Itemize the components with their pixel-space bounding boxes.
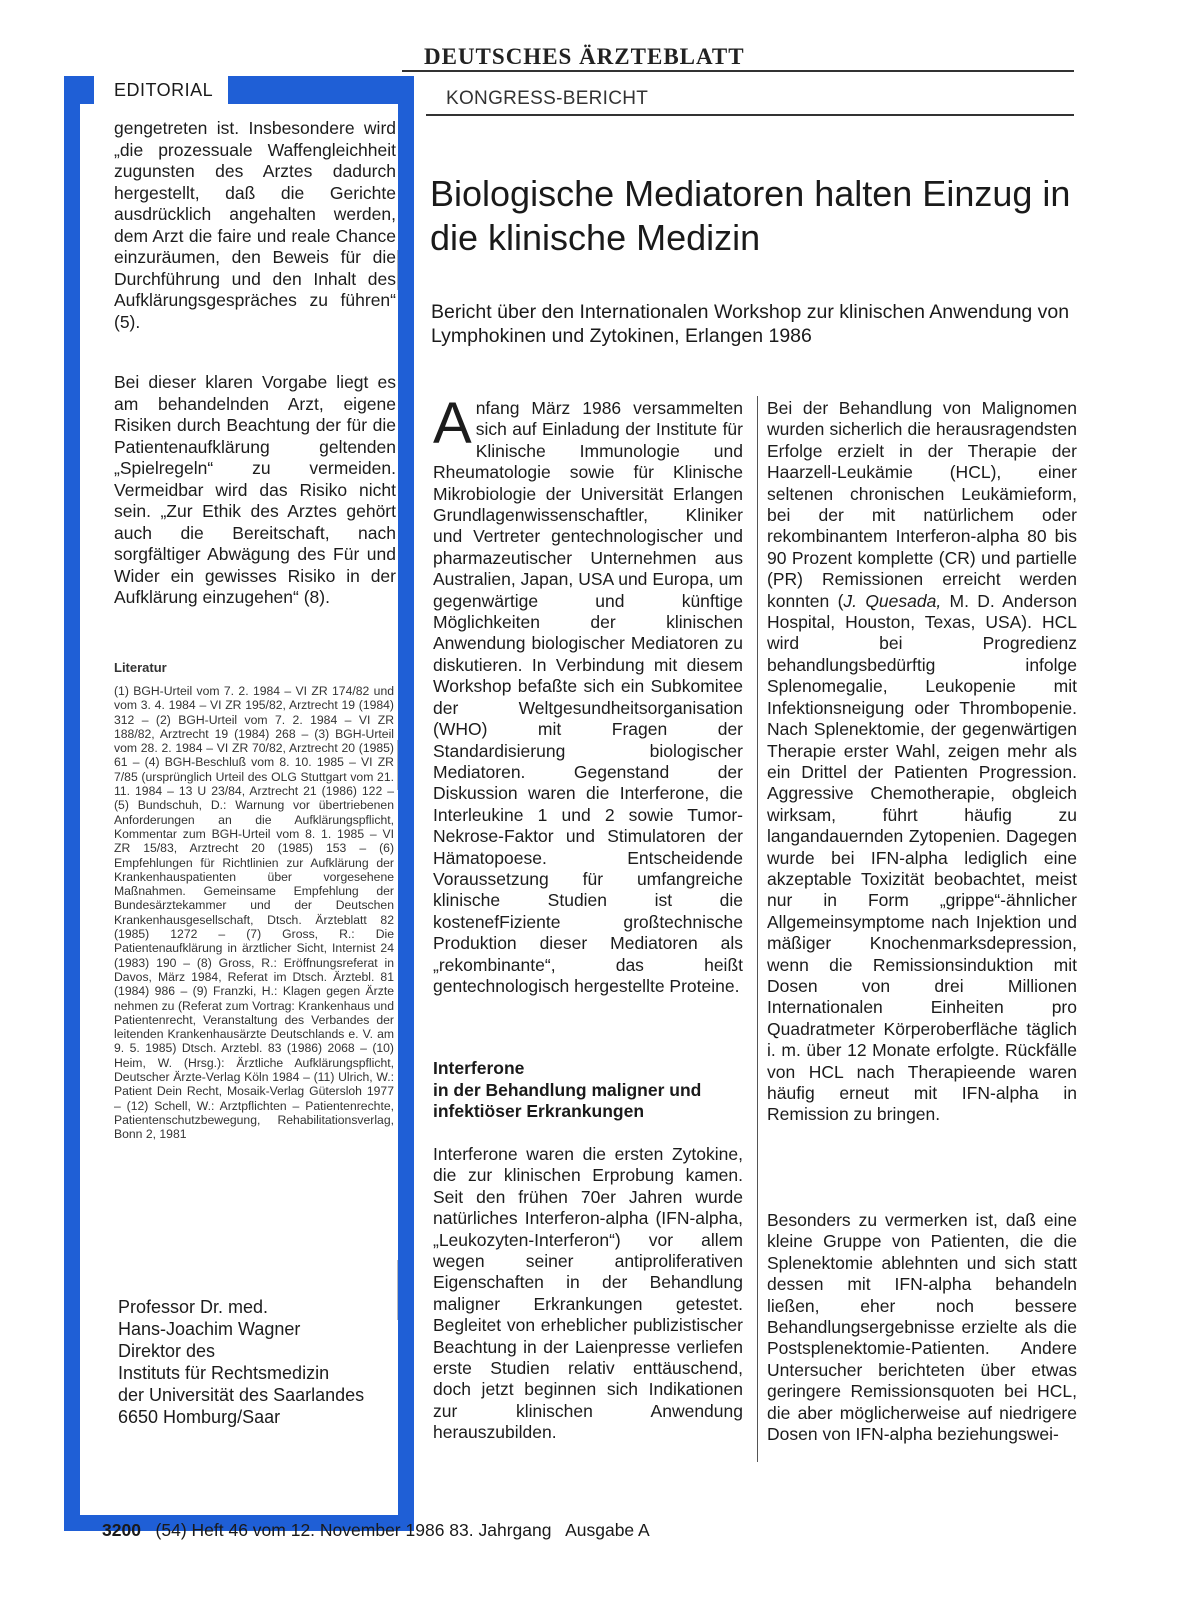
article-column-1-intro [433,391,743,997]
citation: J. Quesada, [843,590,942,611]
section-rule [426,114,1074,116]
scan-artifact [397,740,398,790]
article-headline: Biologische Mediatoren halten Einzug in die klinische Medizin [430,173,1071,258]
article-subhead: Interferone in der Behandlung maligner und infektiöser Erkrankungen [433,1058,702,1121]
editorial-label: EDITORIAL [110,76,217,104]
scan-artifact [397,250,398,290]
article-column-2-paragraph-1: Bei der Behandlung von Malignomen wurden sicherlich die herausragendsten Erfolge erzielt in der Therapie der Haarzell-Leukämie (HCL), einer seltenen chronischen Leukämieform, bei der mit natürlichem oder rekombinantem Interferon-alpha 80 bis 90 Prozent komplette (CR) und partielle (PR) Remissionen erreicht werden konnten (J. Quesada, M. D. Anderson Hospital, Houston, Texas, USA). HCL wird bei Progredienz behandlungsbedürftig infolge Splenomegalie, Leukopenie mit Infektionsneigung oder Thrombopenie. Nach Splenektomie, der gegenwärtigen Therapie erster Wahl, zeigen mehr als ein Drittel der Patienten Progression. Aggressive Chemotherapie, obgleich wirksam, führt häufig zu langandauernden Zytopenien. Dagegen wurde bei IFN-alpha lediglich eine akzeptable Toxizität beobachtet, meist nur in Form „grippe“-ähnlicher Allgemeinsymptome nach Injektion und mäßiger Knochenmarksdepression, wenn die Remissionsinduktion mit Dosen von drei Millionen Internationalen Einheiten pro Quadratmeter Körperoberfläche täglich i. m. über 12 Monate erfolgte. Rückfälle von HCL nach Therapieende waren häufig erneut mit IFN-alpha in Remission zu bringen. [767,398,1077,1125]
column-divider [757,396,758,1462]
page-number: 3200 [102,1520,141,1540]
article-column-1-interferone: Interferone waren die ersten Zytokine, die zur klinischen Erprobung kamen. Seit den frühen 70er Jahren wurde natürliches Interferon-alpha (IFN-alpha, „Leukozyten-Interferon“) vor allem wegen seiner antiproliferativen Eigenschaften in der Behandlung maligner Erkrankungen getestet. Begleitet von erheblicher publizistischer Beachtung in der Laienpresse verliefen erste Studien relativ enttäuschend, doch jetzt beginnen sich Indikationen zur klinischen Anwendung herauszubilden. [433,1144,743,1443]
literature-title: Literatur [114,660,167,675]
masthead-rule [402,70,1074,72]
author-info: Professor Dr. med. Hans-Joachim Wagner Direktor des Instituts für Rechtsmedizin der Universität des Saarlandes 6650 Homburg/Saar [118,1297,365,1427]
page-footer [102,1520,650,1541]
drop-cap: A [433,391,472,456]
scan-artifact [397,1260,398,1320]
edition: Ausgabe A [565,1520,650,1540]
article-subtitle: Bericht über den Internationalen Workshop zur klinischen Anwendung von Lymphokinen und Zytokinen, Erlangen 1986 [431,301,1070,347]
editorial-paragraph-1: gengetreten ist. Insbesondere wird „die prozessuale Waffengleichheit zugunsten des Arztes dadurch hergestellt, daß die Gerichte ausdrücklich angehalten werden, dem Arzt die faire und reale Chance einzuräumen, den Beweis für die Durchführung und den Inhalt des Aufklärungsgespräches zu führen“ (5). [114,118,396,332]
section-label: KONGRESS-BERICHT [446,88,649,109]
issue-info: (54) Heft 46 vom 12. November 1986 83. Jahrgang [155,1520,552,1540]
literature-list: (1) BGH-Urteil vom 7. 2. 1984 – VI ZR 174/82 und vom 3. 4. 1984 – VI ZR 195/82, Arztrecht 19 (1984) 312 – (2) BGH-Urteil vom 7. 2. 1984 – VI ZR 188/82, Arztrecht 19 (1984) 268 – (3) BGH-Urteil vom 28. 2. 1984 – VI ZR 70/82, Arztrecht 20 (1985) 61 – (4) BGH-Beschluß vom 8. 10. 1985 – VI ZR 7/85 (ursprünglich Urteil des OLG Stuttgart vom 21. 11. 1984 – 13 U 23/84, Arztrecht 21 (1986) 122 – (5) Bundschuh, D.: Warnung vor übertriebenen Anforderungen an die Aufklärungspflicht, Kommentar zum BGH-Urteil vom 8. 1. 1985 – VI ZR 15/83, Arztrecht 20 (1985) 153 – (6) Empfehlungen für Richtlinien zur Aufklärung der Krankenhauspatienten über vorgesehene Maßnahmen. Gemeinsame Empfehlung der Bundesärztekammer und der Deutschen Krankenhausgesellschaft, Dtsch. Ärzteblatt 82 (1985) 1272 – (7) Gross, R.: Die Patientenaufklärung in ärztlicher Sicht, Internist 24 (1983) 190 – (8) Gross, R.: Eröffnungsreferat in Davos, März 1984, Referat im Dtsch. Ärztebl. 81 (1984) 986 – (9) Franzki, H.: Klagen gegen Ärzte nehmen zu (Referat zum Vortrag: Krankenhaus und Patientenrecht, Veranstaltung des Verbandes der leitenden Krankenhausärzte Deutschlands e. V. am 9. 5. 1985) Dtsch. Arztebl. 83 (1986) 2068 – (10) Heim, W. (Hrsg.): Ärztliche Aufklärungspflicht, Deutscher Ärzte-Verlag Köln 1984 – (11) Ulrich, W.: Patient Dein Recht, Mosaik-Verlag Gütersloh 1977 – (12) Schell, W.: Arztpflichten – Patientenrechte, Patientenschutzbewegung, Rehabilitationsverlag, Bonn 2, 1981 [114,684,394,1142]
editorial-box [64,76,414,1531]
article-column-2-paragraph-2: Besonders zu vermerken ist, daß eine kleine Gruppe von Patienten, die die Splenektomie ablehnten und sich statt dessen mit IFN-alpha behandeln ließen, eher noch bessere Behandlungsergebnisse erzielte als die Postsplenektomie-Patienten. Andere Untersucher berichteten über etwas geringere Remissionsquoten bei HCL, die aber möglicherweise auf niedrigere Dosen von IFN-alpha beziehungswei- [767,1210,1077,1445]
editorial-paragraph-2: Bei dieser klaren Vorgabe liegt es am behandelnden Arzt, eigene Risiken durch Beachtung der für die Patientenaufklärung geltenden „Spielregeln“ zu vermeiden. Vermeidbar wird das Risiko nicht sein. „Zur Ethik des Arztes gehört auch die Bereitschaft, nach sorgfältiger Abwägung des Für und Wider ein gewisses Risiko in der Aufklärung einzugehen“ (8). [114,372,396,607]
intro-text: nfang März 1986 versammelten sich auf Einladung der Institute für Klinische Immunologie und Rheumatologie sowie für Klinische Mikrobiologie der Universität Erlangen Grundlagenwissenschaftler, Kliniker und Vertreter gentechnologischer und pharmazeutischer Unternehmen aus Australien, Japan, USA und Europa, um gegenwärtige und künftige Möglichkeiten der klinischen Anwendung biologischer Mediatoren zu diskutieren. In Verbindung mit diesem Workshop befaßte sich ein Subkomitee der Weltgesundheitsorganisation (WHO) mit Fragen der Standardisierung biologischer Mediatoren. Gegenstand der Diskussion waren die Interferone, die Interleukine 1 und 2 sowie Tumor-Nekrose-Faktor und Stimulatoren der Hämatopoese. Entscheidende Voraussetzung für umfangreiche klinische Studien ist die kostenefFiziente großtechnische Produktion dieser Mediatoren als „rekombinante“, das heißt gentechnologisch hergestellte Proteine. [433,398,743,996]
masthead: DEUTSCHES ÄRZTEBLATT [424,44,745,69]
